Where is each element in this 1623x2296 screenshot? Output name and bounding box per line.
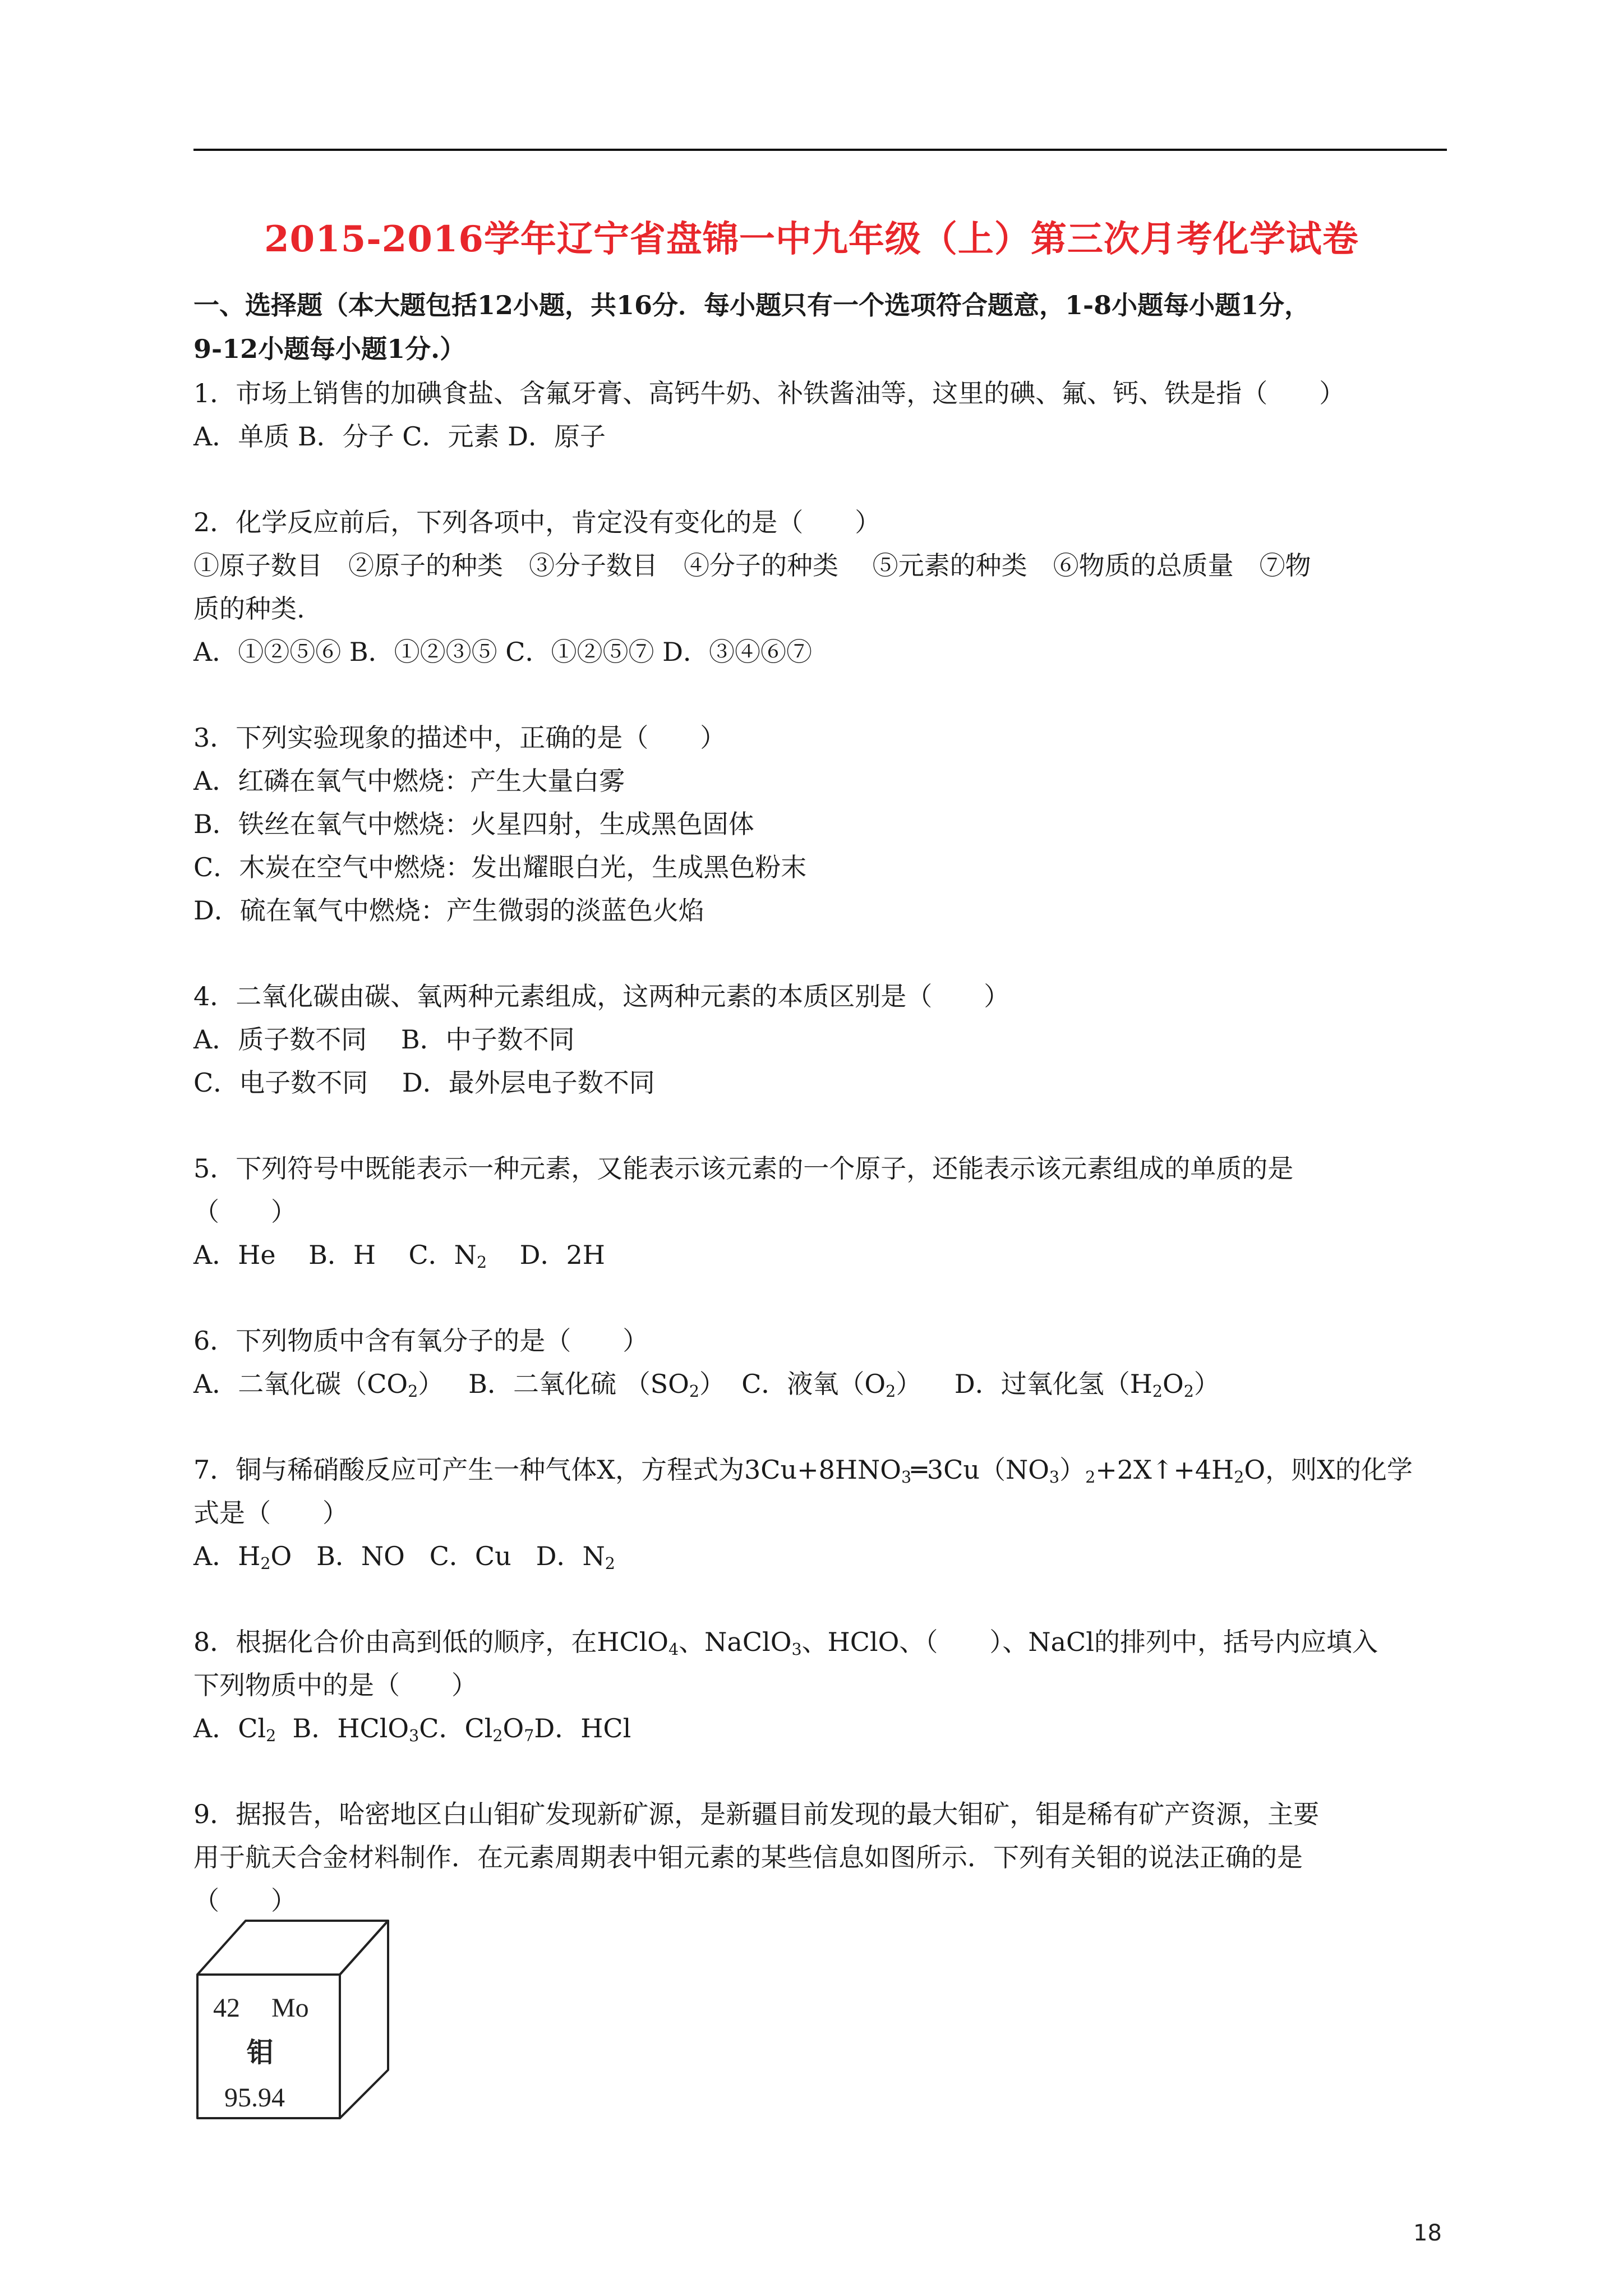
q2-options: A．①②⑤⑥ B．①②③⑤ C．①②⑤⑦ D．③④⑥⑦ (193, 637, 812, 667)
q6-option-a: A．二氧化碳$(CO_2)$ (193, 1369, 444, 1401)
q9-stem-line-1: 9．据报告，哈密地区白山钼矿发现新矿源，是新疆目前发现的最大钼矿，钼是稀有矿产资源，主要 (193, 1799, 1320, 1829)
q8-stem-line-2: 下列物质中的是（ ） (193, 1670, 477, 1700)
molybdenum-element-card (195, 1918, 397, 2120)
element-number: 42 (213, 1993, 240, 2023)
element-symbol: Mo (271, 1993, 309, 2023)
q8-stem: 8．根据化合价由高到低的顺序，在HClO$_4$、NaClO$_3$、HClO、（ ）、NaCl的排列中，括号内应填入 (193, 1627, 1378, 1659)
section-heading-line-2: 9-12小题每小题1分.） (193, 334, 466, 364)
exam-title: 2015-2016学年辽宁省盘锦一中九年级（上）第三次月考化学试卷 (264, 218, 1359, 260)
q8-options (193, 1707, 1450, 1750)
q8-option-b: B．HClO$_3$ (292, 1713, 419, 1746)
element-name: 钼 (247, 2037, 274, 2068)
q3-option-b: B．铁丝在氧气中燃烧：火星四射，生成黑色固体 (193, 809, 754, 839)
q7-stem: 7．铜与稀硝酸反应可产生一种气体X，方程式为$3Cu+8HNO_3═3Cu(NO_3)_2+2X↑+4H_2O$，则X的化学 (193, 1455, 1413, 1487)
q9-stem-line-2: 用于航天合金材料制作．在元素周期表中钼元素的某些信息如图所示．下列有关钼的说法正确的是 (193, 1842, 1303, 1872)
q7-option-a: A．$H_2O$ (193, 1541, 292, 1573)
card-side-face (340, 1921, 388, 2118)
page-number: 18 (1413, 2220, 1442, 2246)
q3-option-c: C．木炭在空气中燃烧：发出耀眼白光，生成黑色粉末 (193, 852, 807, 882)
q2-stem: 2．化学反应前后，下列各项中，肯定没有变化的是（ ） (193, 507, 881, 537)
q3-option-a: A．红磷在氧气中燃烧：产生大量白雾 (193, 766, 625, 796)
q5-stem: 5．下列符号中既能表示一种元素，又能表示该元素的一个原子，还能表示该元素组成的单质的是 (193, 1153, 1294, 1184)
q6-options (193, 1363, 1450, 1406)
q7-option-c: C．Cu (429, 1541, 511, 1571)
q5-options (193, 1234, 1450, 1277)
q8-option-a: A．$Cl_2$ (193, 1713, 276, 1746)
q7-option-d: D．$N_2$ (536, 1541, 615, 1573)
q6-option-d: D．过氧化氢$(H_2O_2)$ (954, 1369, 1220, 1401)
q5-option-a: A．He (193, 1240, 276, 1270)
q5-option-b: B．H (308, 1240, 376, 1270)
q7-options (193, 1535, 1450, 1578)
element-mass: 95.94 (224, 2083, 285, 2113)
section-heading-line-1: 一、选择题（本大题包括12小题，共16分．每小题只有一个选项符合题意，1-8小题每小题1分， (193, 290, 1311, 320)
card-top-face (197, 1921, 388, 1975)
q4-options-ab: A．质子数不同 B．中子数不同 (193, 1024, 575, 1055)
q6-option-c: C．液氧$(O_2)$ (741, 1369, 922, 1401)
header-rule (193, 149, 1447, 151)
q1-options: A．单质 B．分子 C．元素 D．原子 (193, 421, 606, 452)
q7-option-b: B．NO (316, 1541, 405, 1571)
q5-option-c: C．$N_2$ (408, 1240, 487, 1272)
q1-stem: 1．市场上销售的加碘食盐、含氟牙膏、高钙牛奶、补铁酱油等，这里的碘、氟、钙、铁是指（ ） (193, 378, 1345, 408)
q5-option-d: D．2H (519, 1240, 605, 1270)
q8-option-d: D．HCl (534, 1713, 631, 1743)
q3-option-d: D．硫在氧气中燃烧：产生微弱的淡蓝色火焰 (193, 895, 704, 926)
q2-items-line-2: 质的种类. (193, 593, 305, 624)
q2-items-line-1: ①原子数目 ②原子的种类 ③分子数目 ④分子的种类 ⑤元素的种类 ⑥物质的总质量 ⑦物 (193, 550, 1311, 581)
q5-paren: （ ） (193, 1197, 297, 1227)
section-heading (193, 283, 1450, 371)
q6-stem: 6．下列物质中含有氧分子的是（ ） (193, 1326, 649, 1356)
q7-stem-line-2: 式是（ ） (193, 1498, 348, 1528)
q9-paren: （ ） (193, 1885, 297, 1916)
q4-stem: 4．二氧化碳由碳、氧两种元素组成，这两种元素的本质区别是（ ） (193, 981, 1010, 1011)
q3-stem: 3．下列实验现象的描述中，正确的是（ ） (193, 723, 726, 753)
q8-option-c: C．$Cl_2O_7$ (419, 1713, 534, 1746)
q4-options-cd: C．电子数不同 D．最外层电子数不同 (193, 1068, 655, 1098)
question-list (193, 372, 1450, 1922)
q6-option-b: B．二氧化硫 $(SO_2)$ (468, 1369, 725, 1401)
